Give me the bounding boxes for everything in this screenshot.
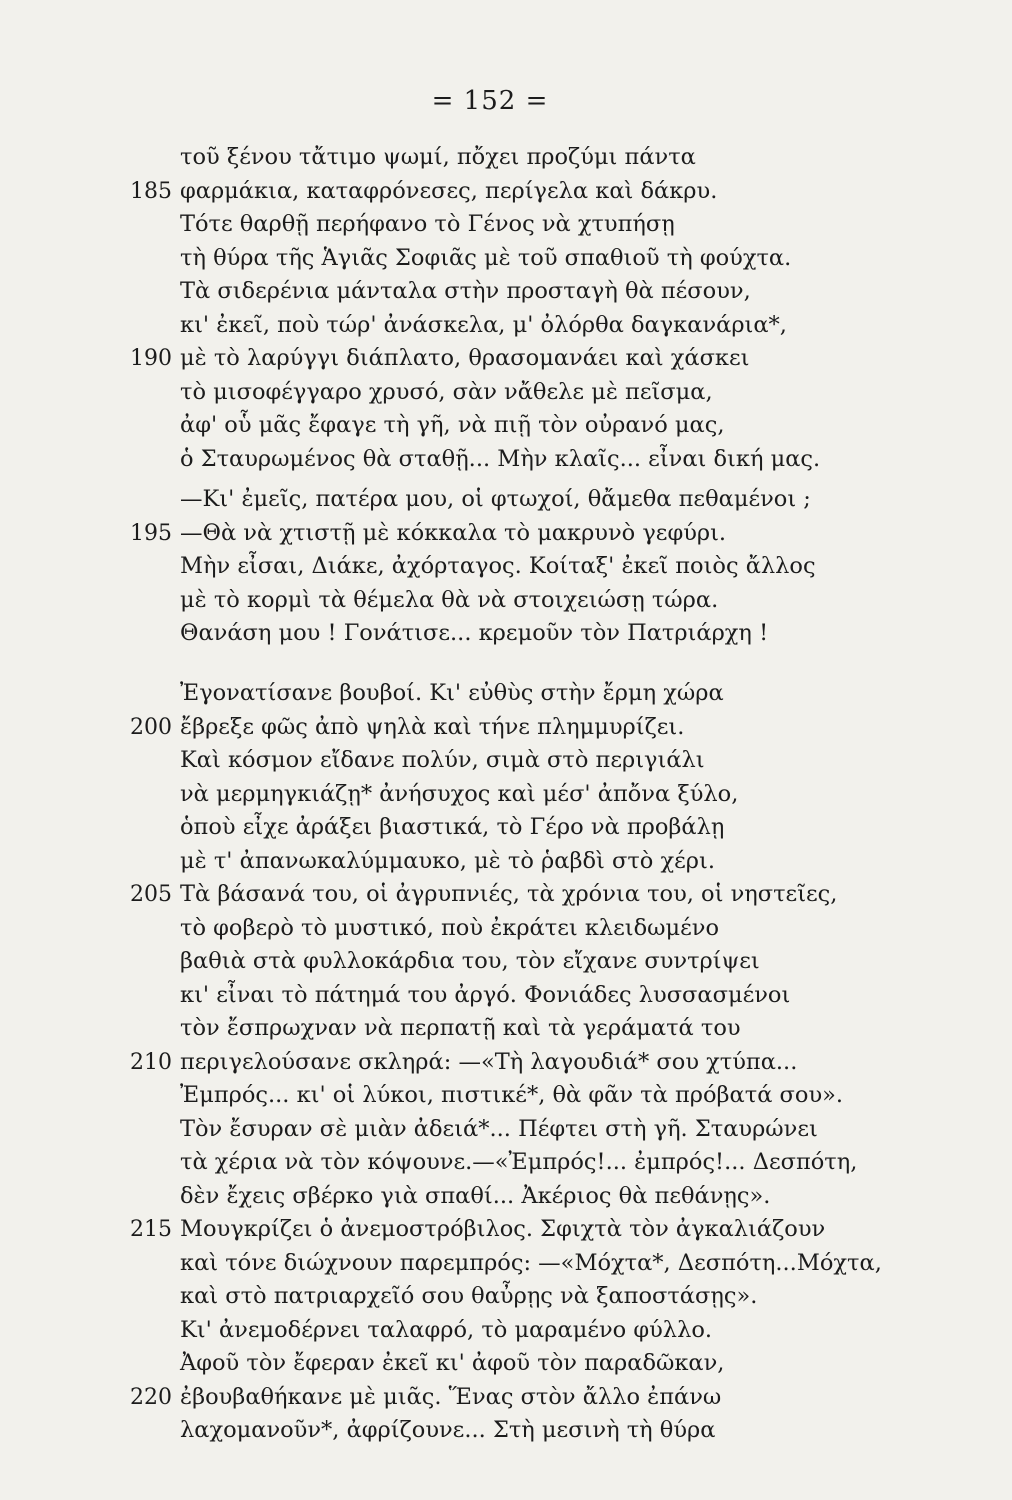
poem-line (130, 1146, 890, 1180)
line-text: κι' ἐκεῖ, ποὺ τώρ' ἀνάσκελα, μ' ὀλόρθα δαγκανάρια*, (180, 311, 787, 338)
poem-line (130, 711, 890, 745)
line-text: Τότε θαρθῇ περήφανο τὸ Γένος νὰ χτυπήσῃ (180, 211, 675, 237)
poem-line (130, 1414, 890, 1448)
poem-line (130, 1046, 890, 1080)
line-number: 195 (130, 520, 172, 546)
line-text: καὶ τόνε διώχνουν παρεμπρός: —«Μόχτα*, Δεσπότη...Μόχτα, (180, 1249, 882, 1276)
poem-line (130, 584, 890, 618)
line-text: μὲ τὸ λαρύγγι διάπλατο, θρασομανάει καὶ χάσκει (180, 345, 750, 371)
line-text: νὰ μερμηγκιάζῃ* ἀνήσυχος καὶ μέσ' ἀπὄνα ξύλο, (180, 780, 739, 807)
poem-line (130, 1180, 890, 1214)
line-text: Κι' ἀνεμοδέρνει ταλαφρό, τὸ μαραμένο φύλλο. (180, 1316, 713, 1343)
line-text: τὸ φοβερὸ τὸ μυστικό, ποὺ ἐκράτει κλειδωμένο (180, 914, 720, 941)
poem-line (130, 1012, 890, 1046)
line-text: περιγελούσανε σκληρά: —«Τὴ λαγουδιά* σου χτύπα... (180, 1048, 798, 1075)
poem-line (130, 483, 890, 517)
page-number: = 152 = (431, 86, 549, 116)
poem-line (130, 1347, 890, 1381)
poem-line (130, 517, 890, 551)
poem-line (130, 376, 890, 410)
poem-line (130, 1079, 890, 1113)
line-text: —Κι' ἐμεῖς, πατέρα μου, οἱ φτωχοί, θἄμεθα πεθαμένοι ; (180, 486, 811, 512)
poem-line (130, 141, 890, 175)
line-text: Θανάση μου ! Γονάτισε... κρεμοῦν τὸν Πατριάρχη ! (180, 620, 769, 646)
poem-line (130, 1314, 890, 1348)
poem-line (130, 945, 890, 979)
line-text: ἔβρεξε φῶς ἀπὸ ψηλὰ καὶ τήνε πλημμυρίζει. (180, 713, 685, 740)
poem-line (130, 275, 890, 309)
line-text: φαρμάκια, καταφρόνεσες, περίγελα καὶ δάκρυ. (180, 177, 718, 204)
poem-line (130, 242, 890, 276)
line-text: μὲ τὸ κορμὶ τὰ θέμελα θὰ νὰ στοιχειώσῃ τώρα. (180, 586, 719, 613)
line-text: βαθιὰ στὰ φυλλοκάρδια του, τὸν εἴχανε συντρίψει (180, 948, 760, 974)
poem-line (130, 1280, 890, 1314)
poem-line (130, 342, 890, 376)
poem-line (130, 878, 890, 912)
line-text: τοῦ ξένου τἄτιμο ψωμί, πὄχει προζύμι πάντα (180, 144, 696, 170)
line-text: ἀφ' οὗ μᾶς ἔφαγε τὴ γῆ, νὰ πιῇ τὸν οὐρανό μας, (180, 412, 725, 438)
poem-line (130, 1381, 890, 1415)
line-text: —Θὰ νὰ χτιστῇ μὲ κόκκαλα τὸ μακρυνὸ γεφύρι. (180, 519, 727, 546)
stanza (130, 483, 890, 651)
line-number: 210 (130, 1049, 172, 1075)
line-number: 200 (130, 714, 172, 740)
stanza (130, 677, 890, 1448)
poem-line (130, 677, 890, 711)
poem-line (130, 744, 890, 778)
line-number: 220 (130, 1384, 172, 1410)
line-text: δὲν ἔχεις σβέρκο γιὰ σπαθί... Ἀκέριος θὰ πεθάνῃς». (180, 1182, 771, 1209)
line-text: τὸ μισοφέγγαρο χρυσό, σὰν νἄθελε μὲ πεῖσμα, (180, 378, 713, 405)
line-text: τὰ χέρια νὰ τὸν κόψουνε.—«Ἐμπρός!... ἐμπρός!... Δεσπότη, (180, 1149, 858, 1175)
line-text: Ἀφοῦ τὸν ἔφεραν ἐκεῖ κι' ἀφοῦ τὸν παραδῶκαν, (180, 1350, 725, 1376)
poem-line (130, 443, 890, 477)
line-text: ἐβουβαθήκανε μὲ μιᾶς. Ἕνας στὸν ἄλλο ἐπάνω (180, 1383, 722, 1410)
line-text: ὁ Σταυρωμένος θὰ σταθῇ... Μὴν κλαῖς... εἶναι δική μας. (180, 445, 821, 472)
line-text: Μὴν εἶσαι, Διάκε, ἀχόρταγος. Κοίταξ' ἐκεῖ ποιὸς ἄλλος (180, 553, 816, 579)
poem-line (130, 979, 890, 1013)
line-text: καὶ στὸ πατριαρχεῖό σου θαὖρῃς νὰ ξαποστάσῃς». (180, 1283, 758, 1309)
poem-line (130, 208, 890, 242)
poem-line (130, 845, 890, 879)
poem-line (130, 912, 890, 946)
line-text: ὁποὺ εἶχε ἀράξει βιαστικά, τὸ Γέρο νὰ προβάλῃ (180, 814, 725, 840)
line-text: Ἐμπρός... κι' οἱ λύκοι, πιστικέ*, θὰ φᾶν τὰ πρόβατά σου». (180, 1082, 844, 1108)
line-text: Τὰ σιδερένια μάνταλα στὴν προσταγὴ θὰ πέσουν, (180, 278, 751, 304)
line-number: 185 (130, 178, 172, 204)
line-text: Ἐγονατίσανε βουβοί. Κι' εὐθὺς στὴν ἔρμη χώρα (180, 680, 724, 706)
poem-line (130, 175, 890, 209)
line-text: Καὶ κόσμον εἴδανε πολύν, σιμὰ στὸ περιγιάλι (180, 747, 705, 773)
line-number: 205 (130, 882, 172, 907)
line-text: μὲ τ' ἀπανωκαλύμμαυκο, μὲ τὸ ῥαβδὶ στὸ χέρι. (180, 847, 716, 874)
line-number: 215 (130, 1217, 172, 1242)
poem-line (130, 409, 890, 443)
line-text: λαχομανοῦν*, ἀφρίζουνε... Στὴ μεσινὴ τὴ θύρα (180, 1417, 716, 1443)
line-text: Τὸν ἔσυραν σὲ μιὰν ἀδειά*... Πέφτει στὴ γῆ. Σταυρώνει (180, 1115, 818, 1142)
poem-line (130, 1113, 890, 1147)
poem-line (130, 1247, 890, 1281)
line-number: 190 (130, 346, 172, 371)
line-text: Μουγκρίζει ὁ ἀνεμοστρόβιλος. Σφιχτὰ τὸν ἀγκαλιάζουν (180, 1216, 826, 1242)
poem-line (130, 550, 890, 584)
line-text: τὴ θύρα τῆς Ἁγιᾶς Σοφιᾶς μὲ τοῦ σπαθιοῦ τὴ φούχτα. (180, 244, 792, 271)
poem-line (130, 309, 890, 343)
stanza (130, 141, 890, 476)
line-text: κι' εἶναι τὸ πάτημά του ἀργό. Φονιάδες λυσσασμένοι (180, 981, 791, 1008)
poem-line (130, 1213, 890, 1247)
line-text: τὸν ἔσπρωχναν νὰ περπατῇ καὶ τὰ γεράματά του (180, 1015, 741, 1041)
poem-line (130, 778, 890, 812)
line-text: Τὰ βάσανά του, οἱ ἀγρυπνιές, τὰ χρόνια του, οἱ νηστεῖες, (180, 881, 838, 907)
poem-line (130, 811, 890, 845)
poem-line (130, 617, 890, 651)
